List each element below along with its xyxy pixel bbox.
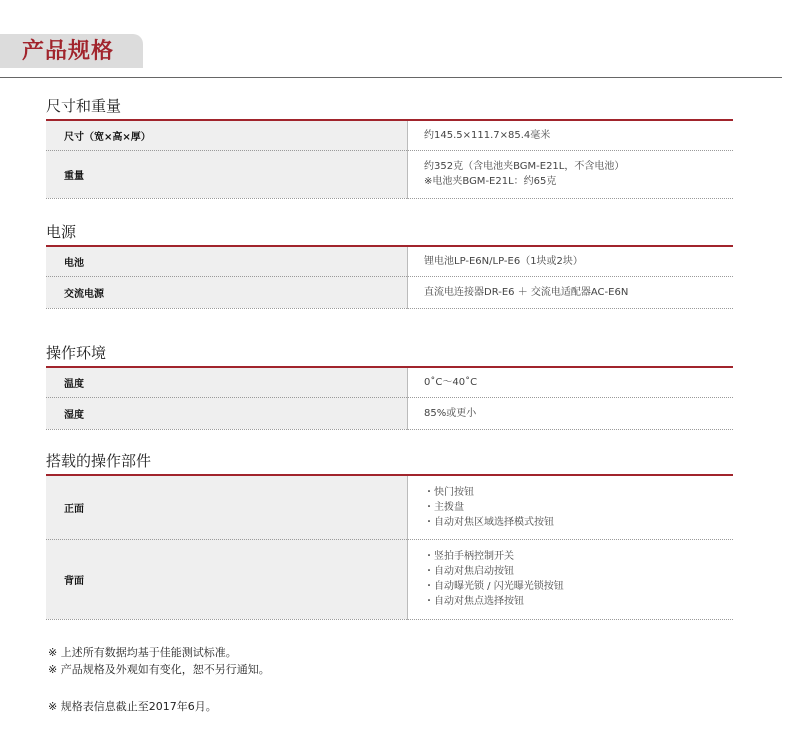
value-line: ・自动对焦区域选择模式按钮: [424, 516, 554, 528]
row-value: [408, 246, 734, 276]
section-power: [46, 222, 733, 309]
row-value: [408, 367, 734, 397]
table-row: [46, 120, 733, 150]
row-label: 重量: [46, 150, 408, 198]
section-environment: [46, 343, 733, 430]
spec-table: [46, 245, 733, 309]
page-title: 产品规格: [22, 39, 115, 64]
value-line: 约145.5×111.7×85.4毫米: [424, 129, 551, 141]
value-line: ・快门按钮: [424, 486, 474, 498]
table-row: [46, 475, 733, 539]
row-value: [408, 120, 734, 150]
row-value: [408, 475, 734, 539]
row-value: [408, 539, 734, 619]
row-label: 背面: [46, 539, 408, 619]
value-line: 直流电连接器DR-E6 ＋ 交流电适配器AC-E6N: [424, 286, 629, 298]
section-title: 尺寸和重量: [46, 97, 122, 115]
page-header: [0, 0, 790, 80]
row-value: [408, 276, 734, 308]
spec-table: [46, 119, 733, 199]
spec-table: [46, 366, 733, 430]
value-line: 锂电池LP-E6N/LP-E6（1块或2块）: [424, 255, 583, 267]
value-line: ※电池夹BGM-E21L：约65克: [424, 176, 557, 187]
header-divider: [0, 77, 782, 78]
value-line: ・自动对焦启动按钮: [424, 566, 514, 577]
row-value: [408, 150, 734, 198]
value-line: 约352克（含电池夹BGM-E21L，不含电池）: [424, 161, 625, 172]
value-line: ・主拨盘: [424, 501, 464, 513]
section-title: 电源: [46, 223, 77, 241]
value-line: 85%或更小: [424, 407, 477, 419]
value-line: ・竖拍手柄控制开关: [424, 551, 514, 562]
table-row: [46, 397, 733, 429]
section-controls: [46, 451, 733, 620]
row-value: [408, 397, 734, 429]
section-title: 操作环境: [46, 344, 107, 362]
row-label: 尺寸（宽×高×厚）: [46, 120, 408, 150]
row-label: 温度: [46, 367, 408, 397]
footnote: ※ 上述所有数据均基于佳能测试标准。: [48, 646, 237, 659]
spec-table: [46, 474, 733, 620]
row-label: 电池: [46, 246, 408, 276]
table-row: [46, 150, 733, 198]
table-row: [46, 276, 733, 308]
value-line: ・自动曝光锁 / 闪光曝光锁按钮: [424, 581, 564, 592]
footnote: ※ 规格表信息截止至2017年6月。: [48, 700, 217, 713]
value-line: 0˚C～40˚C: [424, 376, 478, 388]
footnote: ※ 产品规格及外观如有变化，恕不另行通知。: [48, 663, 270, 676]
value-line: ・自动对焦点选择按钮: [424, 596, 524, 607]
row-label: 湿度: [46, 397, 408, 429]
row-label: 交流电源: [46, 276, 408, 308]
section-title: 搭载的操作部件: [46, 452, 152, 470]
table-row: [46, 539, 733, 619]
section-size-weight: [46, 96, 733, 199]
table-row: [46, 367, 733, 397]
table-row: [46, 246, 733, 276]
row-label: 正面: [46, 475, 408, 539]
